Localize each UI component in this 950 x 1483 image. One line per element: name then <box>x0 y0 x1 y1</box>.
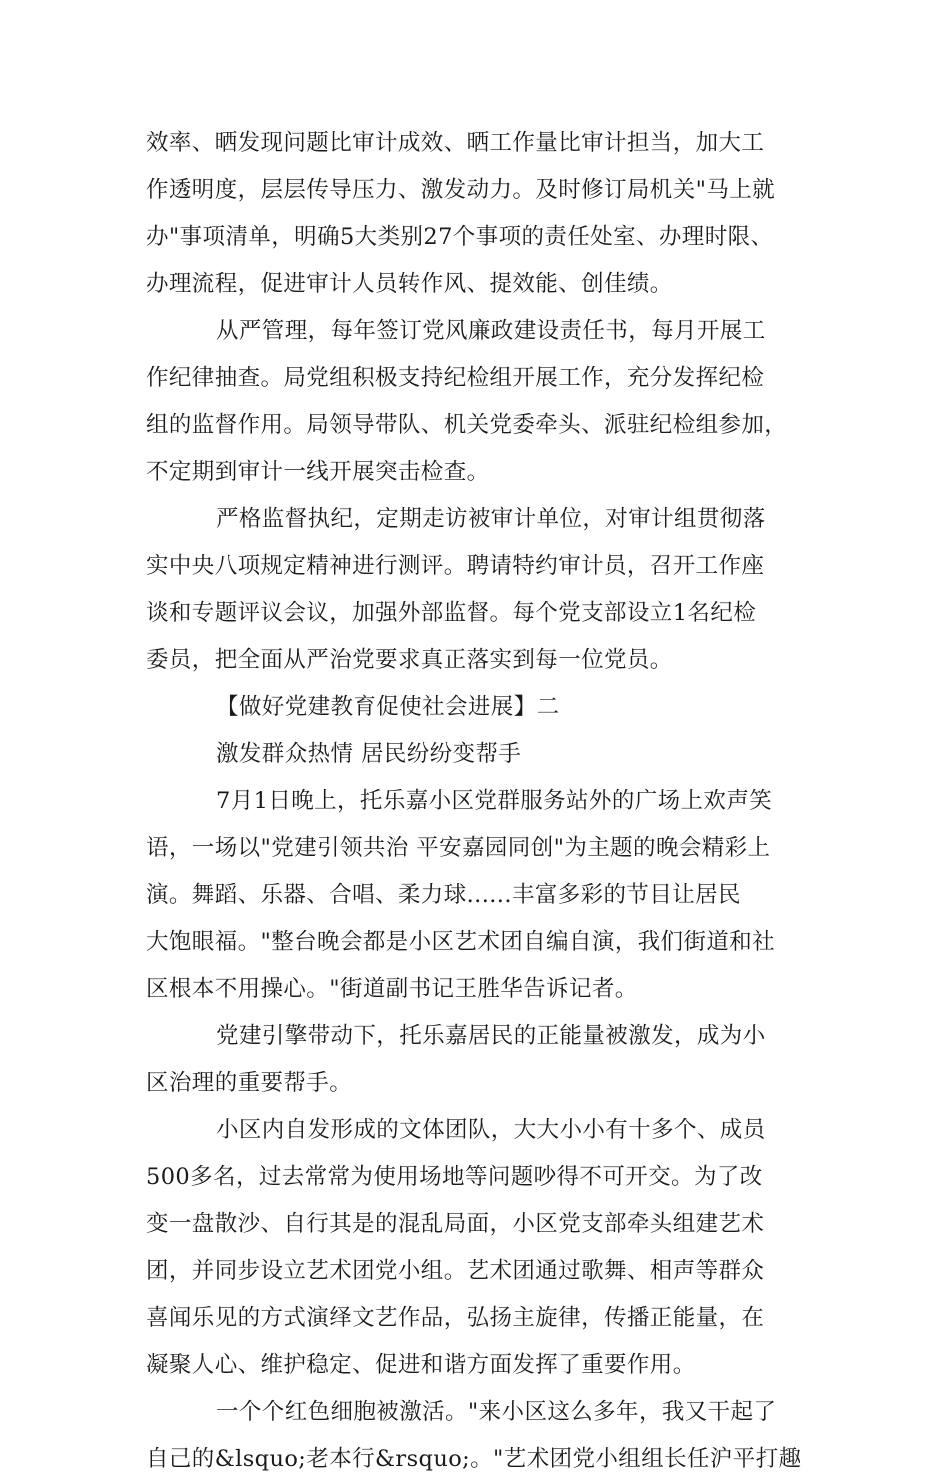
paragraph-line: 自己的&lsquo;老本行&rsquo;。"艺术团党小组组长任沪平打趣 <box>146 1446 802 1472</box>
paragraph-line: 谈和专题评议会议，加强外部监督。每个党支部设立1名纪检 <box>146 600 757 626</box>
paragraph-line: 区根本不用操心。"街道副书记王胜华告诉记者。 <box>146 976 638 1002</box>
paragraph-line: 区治理的重要帮手。 <box>146 1070 353 1096</box>
paragraph-line: 不定期到审计一线开展突击检查。 <box>146 459 490 485</box>
paragraph-line: 大饱眼福。"整台晚会都是小区艺术团自编自演，我们街道和社 <box>146 929 776 955</box>
paragraph-first-line: 激发群众热情 居民纷纷变帮手 <box>216 741 522 767</box>
paragraph-line: 凝聚人心、维护稳定、促进和谐方面发挥了重要作用。 <box>146 1352 696 1378</box>
paragraph-first-line: 7月1日晚上，托乐嘉小区党群服务站外的广场上欢声笑 <box>216 788 773 814</box>
paragraph-line: 办理流程，促进审计人员转作风、提效能、创佳绩。 <box>146 271 673 297</box>
paragraph-line: 作透明度，层层传导压力、激发动力。及时修订局机关"马上就 <box>146 177 776 203</box>
paragraph-line: 组的监督作用。局领导带队、机关党委牵头、派驻纪检组参加， <box>146 412 788 438</box>
paragraph-first-line: 严格监督执纪，定期走访被审计单位，对审计组贯彻落 <box>216 506 766 532</box>
paragraph-first-line: 【做好党建教育促使社会进展】二 <box>216 694 560 720</box>
paragraph-line: 团，并同步设立艺术团党小组。艺术团通过歌舞、相声等群众 <box>146 1258 765 1284</box>
paragraph-first-line: 一个个红色细胞被激活。"来小区这么多年，我又干起了 <box>216 1399 777 1425</box>
paragraph-line: 变一盘散沙、自行其是的混乱局面，小区党支部牵头组建艺术 <box>146 1211 765 1237</box>
paragraph-first-line: 党建引擎带动下，托乐嘉居民的正能量被激发，成为小 <box>216 1023 766 1049</box>
paragraph-line: 语，一场以"党建引领共治 平安嘉园同创"为主题的晚会精彩上 <box>146 835 771 861</box>
paragraph-line: 实中央八项规定精神进行测评。聘请特约审计员，召开工作座 <box>146 553 765 579</box>
document-body <box>146 120 806 1483</box>
paragraph-line: 演。舞蹈、乐器、合唱、柔力球......丰富多彩的节目让居民 <box>146 882 741 908</box>
paragraph-line: 500多名，过去常常为使用场地等问题吵得不可开交。为了改 <box>146 1164 763 1190</box>
paragraph-line: 办"事项清单，明确5大类别27个事项的责任处室、办理时限、 <box>146 224 774 250</box>
paragraph-line: 作纪律抽查。局党组积极支持纪检组开展工作，充分发挥纪检 <box>146 365 765 391</box>
paragraph-first-line: 小区内自发形成的文体团队，大大小小有十多个、成员 <box>216 1117 766 1143</box>
paragraph-line: 委员，把全面从严治党要求真正落实到每一位党员。 <box>146 647 673 673</box>
paragraph-line: 喜闻乐见的方式演绎文艺作品，弘扬主旋律，传播正能量，在 <box>146 1305 765 1331</box>
paragraph-first-line: 从严管理，每年签订党风廉政建设责任书，每月开展工 <box>216 318 766 344</box>
paragraph-line: 效率、晒发现问题比审计成效、晒工作量比审计担当，加大工 <box>146 130 765 156</box>
